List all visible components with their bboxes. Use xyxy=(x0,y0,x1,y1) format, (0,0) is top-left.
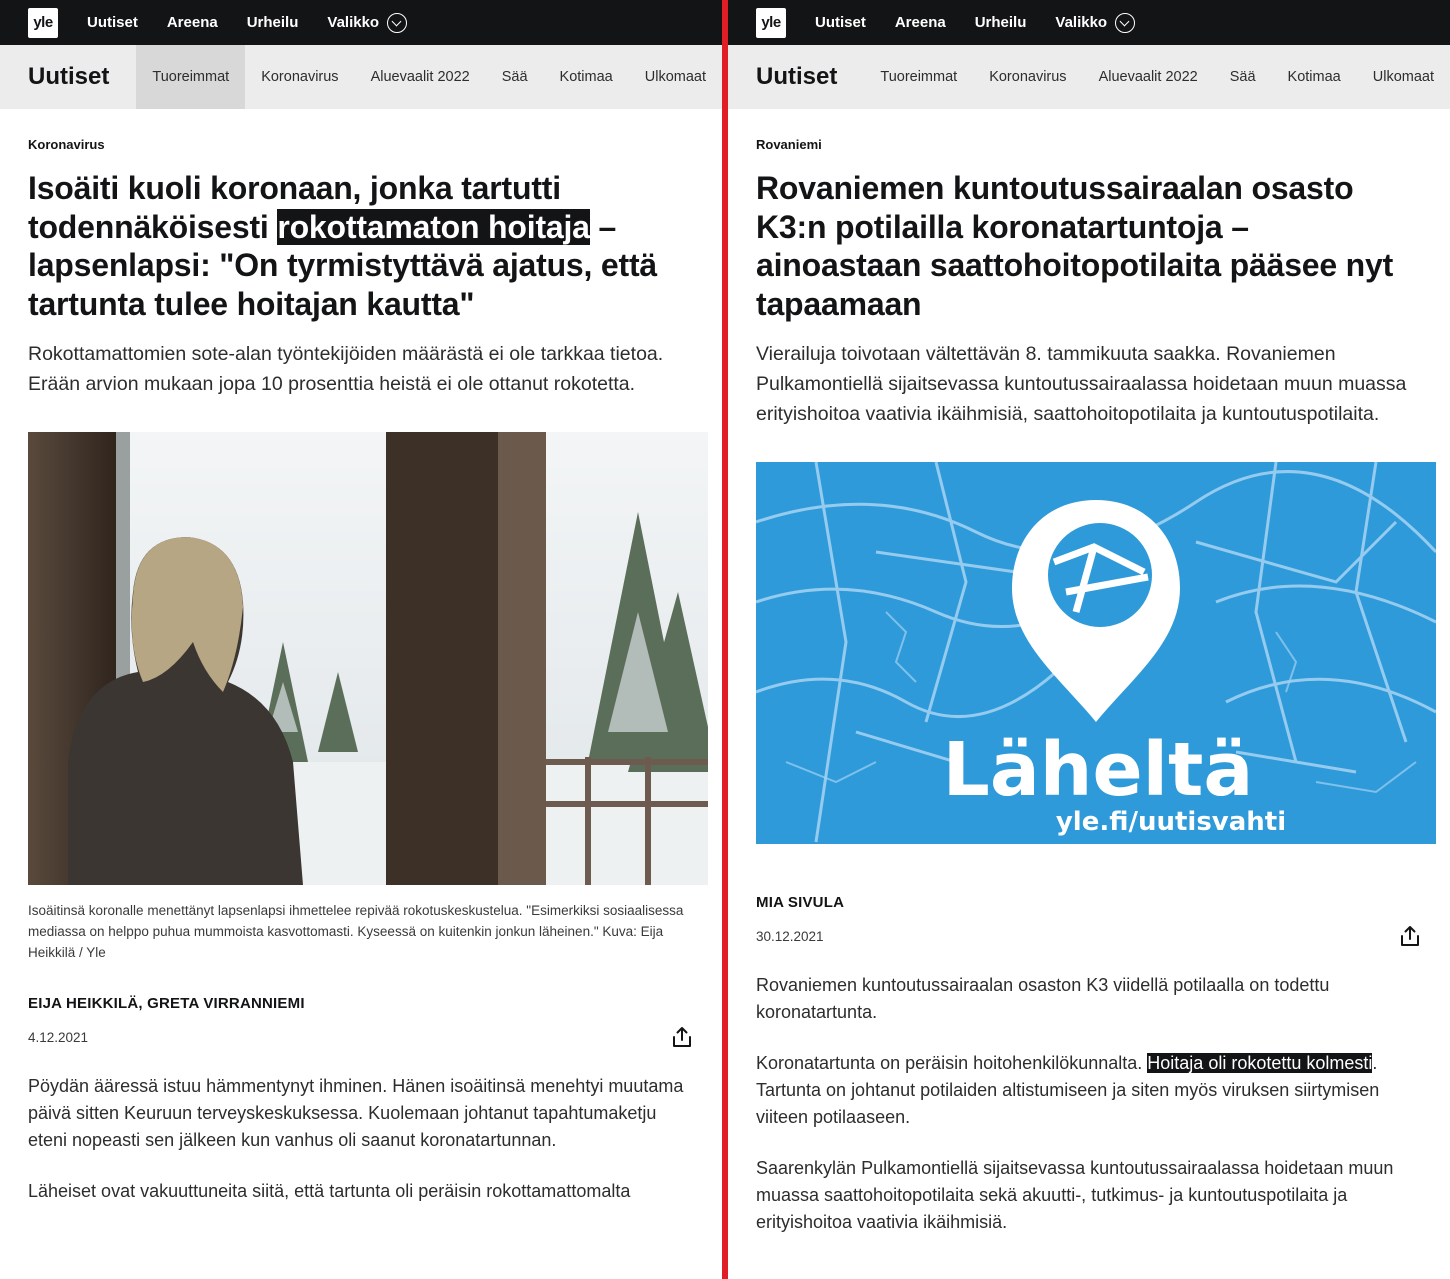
article-paragraph xyxy=(756,1050,1422,1131)
article-headline xyxy=(28,169,694,323)
chevron-down-icon xyxy=(387,13,407,33)
menu-label: Valikko xyxy=(1055,14,1108,31)
woman-at-window-photo xyxy=(28,432,708,885)
laheltä-title: Läheltä xyxy=(942,727,1254,813)
menu-button[interactable] xyxy=(1055,13,1135,33)
headline-part: – lapsenlapsi: "On tyrmistyttävä ajatus, että tartunta tulee hoitajan kautta" xyxy=(28,208,658,322)
paragraph-part: . Tartunta on johtanut potilaiden altistumiseen ja siten myös viruksen siirtymisen viiteen potilaaseen. xyxy=(756,1053,1380,1127)
photo-caption: Isoäitinsä koronalle menettänyt lapsenlapsi ihmettelee repivää rokotuskeskustelua. "Esimerkiksi sosiaalisessa mediassa on helppo puhua mummoista kasvottomasti. Kyseessä on kuitenkin jonkun läheinen." Kuva: Eija Heikkilä / Yle xyxy=(28,903,684,960)
paragraph-part: Koronatartunta on peräisin hoitohenkilökunnalta. xyxy=(756,1053,1148,1073)
map-pin-banner xyxy=(756,462,1436,844)
tab-kotimaa[interactable]: Kotimaa xyxy=(559,69,613,85)
article-meta xyxy=(756,924,1422,948)
yle-logo[interactable]: yle xyxy=(28,8,58,38)
right-article-pane xyxy=(728,0,1450,1279)
menu-label: Valikko xyxy=(327,14,380,31)
chevron-down-icon xyxy=(1115,13,1135,33)
article-paragraph: Läheiset ovat vakuuttuneita siitä, että tartunta oli peräisin rokottamattomalta xyxy=(28,1181,631,1201)
share-icon[interactable] xyxy=(670,1025,694,1049)
article-paragraph: Pöydän ääressä istuu hämmentynyt ihminen. Hänen isoäitinsä menehtyi muutama päivä sitten Keuruun terveyskeskuksessa. Kuolemaan johtanut tapahtumaketju eteni nopeasti sen jälkeen kun vanhus oli saanut koronatartunnan. xyxy=(28,1076,684,1150)
tab-ulkomaat[interactable]: Ulkomaat xyxy=(1372,69,1434,85)
article-meta xyxy=(28,1025,694,1049)
section-title[interactable]: Uutiset xyxy=(756,63,838,90)
article-author: MIA SIVULA xyxy=(756,894,845,911)
article-kicker[interactable]: Rovaniemi xyxy=(756,137,822,152)
article-lead: Vierailuja toivotaan vältettävän 8. tammikuuta saakka. Rovaniemen Pulkamontiellä sijaitsevassa kuntoutussairaalassa hoidetaan muun muassa erityishoitoa vaativia ikäihmisiä, saattohoitopotilaita ja kuntoutuspotilaita. xyxy=(756,343,1407,425)
nav-link-uutiset[interactable]: Uutiset xyxy=(815,14,866,31)
left-article-pane xyxy=(0,0,722,1279)
section-title[interactable]: Uutiset xyxy=(28,63,110,90)
yle-logo[interactable]: yle xyxy=(756,8,786,38)
menu-button[interactable] xyxy=(327,13,407,33)
section-navigation xyxy=(0,45,722,109)
article-content xyxy=(728,137,1450,1236)
paragraph-highlight: Hoitaja oli rokotettu kolmesti xyxy=(1147,1053,1373,1073)
nav-link-urheilu[interactable]: Urheilu xyxy=(974,14,1027,31)
article-paragraph: Saarenkylän Pulkamontiellä sijaitsevassa kuntoutussairaalassa hoidetaan muun muassa saattohoitopotilaita sekä akuutti-, tutkimus- ja kuntoutuspotilaita ja erityishoitoa vaativia ikäihmisiä. xyxy=(756,1158,1394,1232)
laheltä-banner xyxy=(756,462,1436,844)
article-content xyxy=(0,137,722,1205)
tab-kotimaa[interactable]: Kotimaa xyxy=(1287,69,1341,85)
publish-date: 30.12.2021 xyxy=(756,928,824,944)
top-navigation xyxy=(728,0,1450,45)
headline-highlight: rokottamaton hoitaja xyxy=(277,208,590,245)
share-icon[interactable] xyxy=(1398,924,1422,948)
article-paragraph: Rovaniemen kuntoutussairaalan osaston K3 viidellä potilaalla on todettu koronatartunta. xyxy=(756,975,1330,1022)
publish-date: 4.12.2021 xyxy=(28,1029,89,1045)
nav-link-areena[interactable]: Areena xyxy=(166,14,218,31)
article-kicker[interactable]: Koronavirus xyxy=(28,137,105,152)
article-photo xyxy=(28,432,708,885)
top-navigation xyxy=(0,0,722,45)
tab-saa[interactable]: Sää xyxy=(1229,69,1256,85)
nav-link-urheilu[interactable]: Urheilu xyxy=(246,14,299,31)
nav-link-uutiset[interactable]: Uutiset xyxy=(87,14,138,31)
tab-koronavirus[interactable]: Koronavirus xyxy=(261,69,339,85)
tab-aluevaalit[interactable]: Aluevaalit 2022 xyxy=(370,69,470,85)
tab-tuoreimmat[interactable]: Tuoreimmat xyxy=(136,45,245,109)
tab-saa[interactable]: Sää xyxy=(501,69,528,85)
article-headline: Rovaniemen kuntoutussairaalan osasto K3:n potilailla koronatartuntoja – ainoastaan saattohoitopotilaita pääsee nyt tapaamaan xyxy=(756,170,1394,322)
tab-aluevaalit[interactable]: Aluevaalit 2022 xyxy=(1098,69,1198,85)
nav-link-areena[interactable]: Areena xyxy=(894,14,946,31)
tab-ulkomaat[interactable]: Ulkomaat xyxy=(644,69,706,85)
article-authors: EIJA HEIKKILÄ, GRETA VIRRANNIEMI xyxy=(28,995,305,1012)
tab-tuoreimmat[interactable]: Tuoreimmat xyxy=(880,69,958,85)
article-lead: Rokottamattomien sote-alan työntekijöiden määrästä ei ole tarkkaa tietoa. Erään arvion mukaan jopa 10 prosenttia heistä ei ole ottanut rokotetta. xyxy=(28,343,664,395)
section-navigation xyxy=(728,45,1450,109)
uutisvahti-url: yle.fi/uutisvahti xyxy=(1055,807,1287,837)
headline-part: Isoäiti kuoli koronaan, jonka tartutti todennäköisesti xyxy=(28,170,561,245)
tab-koronavirus[interactable]: Koronavirus xyxy=(989,69,1067,85)
